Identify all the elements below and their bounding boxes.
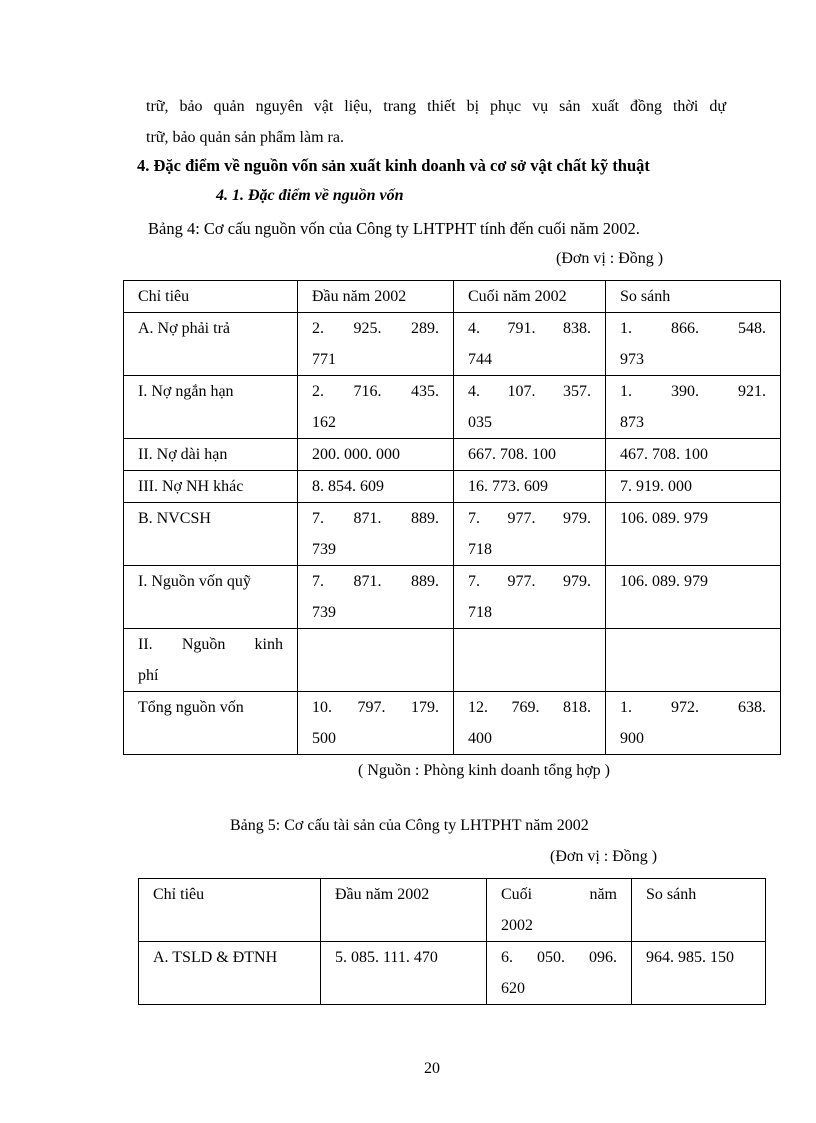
cell-start: 5. 085. 111. 470 bbox=[321, 942, 487, 1005]
cell-compare: 106. 089. 979 bbox=[606, 566, 781, 629]
table-header-row bbox=[124, 281, 781, 313]
table-row bbox=[124, 439, 781, 471]
section-heading-4: 4. Đặc điểm về nguồn vốn sản xuất kinh doanh và cơ sở vật chất kỹ thuật bbox=[137, 156, 650, 175]
cell-compare: 7. 919. 000 bbox=[606, 471, 781, 503]
table-row bbox=[124, 503, 781, 566]
cell-compare: 467. 708. 100 bbox=[606, 439, 781, 471]
row-label: A. TSLD & ĐTNH bbox=[139, 942, 321, 1005]
cell-compare: 1. 972. 638. 900 bbox=[606, 692, 781, 755]
cell-compare bbox=[606, 629, 781, 692]
page-number: 20 bbox=[424, 1060, 440, 1077]
row-label: B. NVCSH bbox=[124, 503, 298, 566]
table-header-row bbox=[139, 879, 766, 942]
table-row bbox=[124, 313, 781, 376]
cell-end: 7. 977. 979. 718 bbox=[454, 503, 606, 566]
cell-start: 7. 871. 889. 739 bbox=[298, 566, 454, 629]
cell-compare: 106. 089. 979 bbox=[606, 503, 781, 566]
table-row bbox=[124, 692, 781, 755]
cell-compare: 1. 866. 548. 973 bbox=[606, 313, 781, 376]
asset-structure-table bbox=[138, 878, 766, 1005]
cell-start bbox=[298, 629, 454, 692]
cell-start: 7. 871. 889. 739 bbox=[298, 503, 454, 566]
header-cell: Chỉ tiêu bbox=[139, 879, 321, 942]
table5-unit: (Đơn vị : Đồng ) bbox=[550, 848, 658, 865]
table-row bbox=[124, 629, 781, 692]
table-row bbox=[139, 942, 766, 1005]
cell-start: 10. 797. 179. 500 bbox=[298, 692, 454, 755]
table-row bbox=[124, 471, 781, 503]
cell-end: 7. 977. 979. 718 bbox=[454, 566, 606, 629]
row-label: I. Nợ ngắn hạn bbox=[124, 376, 298, 439]
table4-unit: (Đơn vị : Đồng ) bbox=[556, 250, 664, 267]
cell-end: 6. 050. 096. 620 bbox=[487, 942, 632, 1005]
header-cell: So sánh bbox=[606, 281, 781, 313]
row-label: I. Nguồn vốn quỹ bbox=[124, 566, 298, 629]
row-label: II. Nợ dài hạn bbox=[124, 439, 298, 471]
cell-start: 2. 925. 289. 771 bbox=[298, 313, 454, 376]
body-paragraph bbox=[146, 91, 726, 153]
paragraph-line-2: trữ, bảo quản sản phẩm làm ra. bbox=[146, 129, 344, 146]
cell-compare: 1. 390. 921. 873 bbox=[606, 376, 781, 439]
table5-caption: Bảng 5: Cơ cấu tài sản của Công ty LHTPHT năm 2002 bbox=[230, 817, 589, 834]
table-row bbox=[124, 376, 781, 439]
cell-end: 4. 791. 838. 744 bbox=[454, 313, 606, 376]
row-label: III. Nợ NH khác bbox=[124, 471, 298, 503]
row-label: A. Nợ phải trả bbox=[124, 313, 298, 376]
header-cell: Đầu năm 2002 bbox=[298, 281, 454, 313]
header-cell: Đầu năm 2002 bbox=[321, 879, 487, 942]
cell-start: 2. 716. 435. 162 bbox=[298, 376, 454, 439]
table-row bbox=[124, 566, 781, 629]
table4-caption: Bảng 4: Cơ cấu nguồn vốn của Công ty LHTPHT tính đến cuối năm 2002. bbox=[148, 219, 640, 238]
cell-start: 200. 000. 000 bbox=[298, 439, 454, 471]
header-cell: Chỉ tiêu bbox=[124, 281, 298, 313]
row-label: Tổng nguồn vốn bbox=[124, 692, 298, 755]
capital-structure-table bbox=[123, 280, 781, 755]
cell-end: 667. 708. 100 bbox=[454, 439, 606, 471]
cell-start: 8. 854. 609 bbox=[298, 471, 454, 503]
paragraph-line-1: trữ, bảo quản nguyên vật liệu, trang thiết bị phục vụ sản xuất đồng thời dự bbox=[146, 98, 726, 115]
cell-end: 16. 773. 609 bbox=[454, 471, 606, 503]
cell-end: 4. 107. 357. 035 bbox=[454, 376, 606, 439]
cell-end: 12. 769. 818. 400 bbox=[454, 692, 606, 755]
cell-compare: 964. 985. 150 bbox=[632, 942, 766, 1005]
table4-source: ( Nguồn : Phòng kinh doanh tổng hợp ) bbox=[358, 762, 611, 779]
cell-end bbox=[454, 629, 606, 692]
header-cell: Cuối năm 2002 bbox=[487, 879, 632, 942]
subsection-heading-4-1: 4. 1. Đặc điểm về nguồn vốn bbox=[216, 187, 404, 204]
row-label: II. Nguồn kinh phí bbox=[124, 629, 298, 692]
header-cell: Cuối năm 2002 bbox=[454, 281, 606, 313]
header-cell: So sánh bbox=[632, 879, 766, 942]
